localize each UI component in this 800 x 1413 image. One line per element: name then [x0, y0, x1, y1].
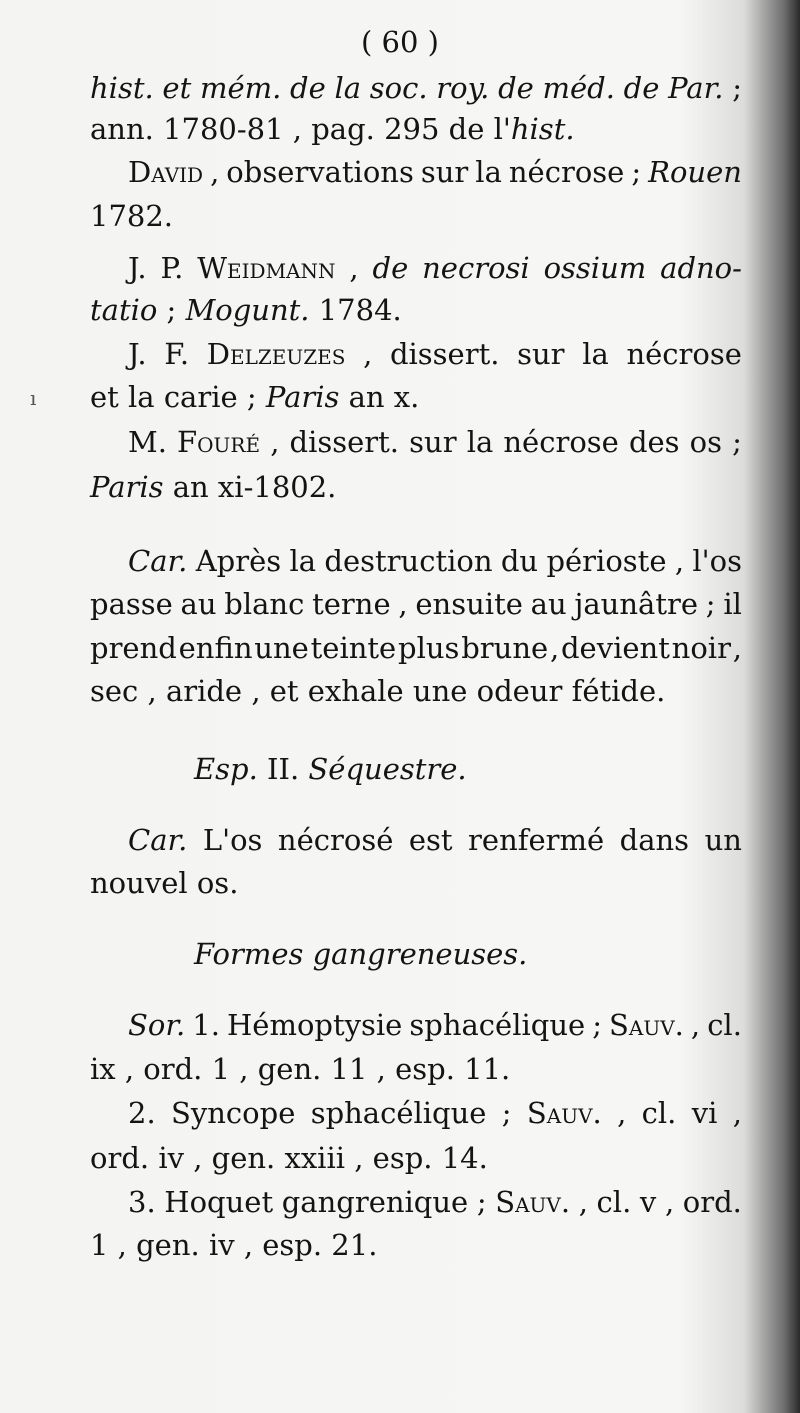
- word: roy.: [436, 71, 490, 105]
- word: 2.: [128, 1096, 156, 1130]
- word: Après: [195, 544, 282, 578]
- word: cl.: [641, 1096, 677, 1130]
- word: Hoquet: [164, 1185, 274, 1219]
- word: renfermé: [468, 823, 605, 857]
- word: terne: [312, 587, 391, 621]
- text-line: [0, 863, 800, 903]
- word: ,: [349, 251, 359, 285]
- word: J.: [128, 251, 147, 285]
- text-line: [0, 334, 800, 374]
- text-line: [0, 584, 800, 624]
- word: Weidmann: [197, 251, 336, 285]
- word: ,: [732, 1096, 742, 1130]
- word: ;: [732, 425, 742, 459]
- word: et: [162, 71, 192, 105]
- word: l'os: [692, 544, 742, 578]
- text-line: [0, 820, 800, 860]
- word: Delzeuzes: [206, 337, 346, 371]
- word: ,: [732, 631, 742, 665]
- word: ;: [631, 155, 642, 189]
- word: Hémoptysie: [227, 1008, 403, 1042]
- text-line: [0, 541, 800, 581]
- word: Sauv.: [495, 1185, 571, 1219]
- word: ,: [210, 155, 220, 189]
- word: ,: [617, 1096, 627, 1130]
- word: necrosi: [422, 251, 530, 285]
- word: la: [466, 425, 494, 459]
- word: vi: [691, 1096, 718, 1130]
- word: Car.: [128, 823, 188, 857]
- word: il: [723, 587, 742, 621]
- word: mém.: [199, 71, 282, 105]
- word: la: [582, 337, 609, 371]
- text-line: [0, 1225, 800, 1265]
- word: ,: [578, 1185, 588, 1219]
- word: nécrose: [503, 425, 619, 459]
- line-segment: sec , aride , et exhale une odeur fétide.: [90, 674, 666, 708]
- word: nécrosé: [277, 823, 394, 857]
- word: dissert.: [289, 425, 400, 459]
- section-heading: [0, 934, 800, 974]
- word: ;: [592, 1008, 602, 1042]
- word: sur: [517, 337, 565, 371]
- word: nécrose: [508, 155, 625, 189]
- line-segment: 1784.: [309, 293, 402, 327]
- word: sphacélique: [310, 1096, 487, 1130]
- text-line: [0, 1138, 800, 1178]
- text-line: [0, 1049, 800, 1089]
- text-line: [0, 109, 800, 149]
- word: dissert.: [389, 337, 500, 371]
- text-line: [0, 1093, 800, 1133]
- line-segment: Paris: [90, 470, 164, 504]
- word: de: [498, 71, 534, 105]
- line-segment: nouvel os.: [90, 866, 239, 900]
- text-line: [0, 290, 800, 330]
- line-segment: an xi-1802.: [163, 470, 337, 504]
- word: sur: [409, 425, 457, 459]
- line-segment: Esp.: [194, 752, 258, 786]
- word: 3.: [128, 1185, 156, 1219]
- text-line: [0, 628, 800, 668]
- word: dans: [619, 823, 690, 857]
- word: gangrenique: [281, 1185, 469, 1219]
- word: ;: [732, 71, 742, 105]
- text-line: [0, 152, 800, 192]
- word: du: [500, 544, 539, 578]
- page-number: ( 60 ): [361, 25, 439, 59]
- word: v: [639, 1185, 657, 1219]
- line-segment: II.: [257, 752, 309, 786]
- word: nécrose: [626, 337, 742, 371]
- word: un: [704, 823, 742, 857]
- line-segment: Formes gangreneuses.: [194, 937, 528, 971]
- word: Fouré: [177, 425, 261, 459]
- word: ;: [705, 587, 716, 621]
- word: passe: [90, 587, 173, 621]
- word: Rouen: [648, 155, 742, 189]
- word: enfin: [178, 631, 253, 665]
- line-segment: Séquestre.: [308, 752, 467, 786]
- word: brune: [461, 631, 549, 665]
- word: ;: [501, 1096, 512, 1130]
- word: périoste: [546, 544, 667, 578]
- word: cl.: [707, 1008, 742, 1042]
- word: observations: [226, 155, 414, 189]
- line-segment: ;: [157, 293, 186, 327]
- text-line: [0, 377, 800, 417]
- word: blanc: [224, 587, 305, 621]
- line-segment: 1782.: [90, 199, 174, 233]
- word: J.: [128, 337, 147, 371]
- word: ossium: [543, 251, 647, 285]
- word: ,: [674, 544, 685, 578]
- line-segment: Paris: [265, 380, 340, 414]
- word: au: [530, 587, 567, 621]
- word: adno-: [660, 251, 742, 285]
- word: des: [628, 425, 680, 459]
- word: la: [334, 71, 362, 105]
- text-line: [0, 248, 800, 288]
- text-line: [0, 196, 800, 236]
- word: 1.: [192, 1008, 220, 1042]
- word: L'os: [202, 823, 263, 857]
- text-line: [0, 422, 800, 462]
- word: ord.: [682, 1185, 742, 1219]
- line-segment: et la carie ;: [90, 380, 266, 414]
- word: au: [180, 587, 217, 621]
- text-line: [0, 1005, 800, 1045]
- word: ,: [549, 631, 560, 665]
- word: ,: [690, 1008, 701, 1042]
- line-segment: tatio: [90, 293, 158, 327]
- text-line: [0, 68, 800, 108]
- word: destruction: [324, 544, 493, 578]
- word: jaunâtre: [574, 587, 698, 621]
- margin-mark: ı: [30, 386, 37, 410]
- word: est: [408, 823, 453, 857]
- word: prend: [90, 631, 177, 665]
- line-segment: 1 , gen. iv , esp. 21.: [90, 1228, 378, 1262]
- line-segment: an x.: [339, 380, 420, 414]
- word: Sauv.: [609, 1008, 684, 1042]
- word: ,: [363, 337, 373, 371]
- word: noir: [671, 631, 731, 665]
- word: hist.: [90, 71, 154, 105]
- word: sur: [420, 155, 469, 189]
- word: David: [128, 155, 204, 189]
- word: Sor.: [128, 1008, 186, 1042]
- word: la: [289, 544, 317, 578]
- section-heading: [0, 749, 800, 789]
- word: devient: [560, 631, 670, 665]
- word: Sauv.: [526, 1096, 602, 1130]
- word: ,: [664, 1185, 675, 1219]
- word: os: [689, 425, 722, 459]
- word: teinte: [310, 631, 397, 665]
- word: cl.: [596, 1185, 632, 1219]
- word: de: [623, 71, 660, 105]
- word: une: [254, 631, 309, 665]
- word: de: [290, 71, 326, 105]
- word: F.: [164, 337, 190, 371]
- text-line: [0, 467, 800, 507]
- word: Par.: [668, 71, 724, 105]
- word: la: [475, 155, 502, 189]
- line-segment: ord. iv , gen. xxiii , esp. 14.: [90, 1141, 488, 1175]
- word: plus: [398, 631, 460, 665]
- word: méd.: [542, 71, 615, 105]
- line-segment: hist.: [510, 112, 575, 146]
- word: ;: [476, 1185, 487, 1219]
- word: Syncope: [171, 1096, 296, 1130]
- word: de: [372, 251, 409, 285]
- word: ,: [270, 425, 280, 459]
- word: sphacélique: [409, 1008, 586, 1042]
- text-line: [0, 671, 800, 711]
- word: P.: [160, 251, 184, 285]
- word: Car.: [128, 544, 188, 578]
- word: ensuite: [415, 587, 523, 621]
- line-segment: ix , ord. 1 , gen. 11 , esp. 11.: [90, 1052, 511, 1086]
- word: ,: [398, 587, 408, 621]
- line-segment: Mogunt.: [185, 293, 310, 327]
- word: soc.: [369, 71, 428, 105]
- word: M.: [128, 425, 167, 459]
- text-line: [0, 1182, 800, 1222]
- line-segment: ann. 1780-81 , pag. 295 de l': [90, 112, 511, 146]
